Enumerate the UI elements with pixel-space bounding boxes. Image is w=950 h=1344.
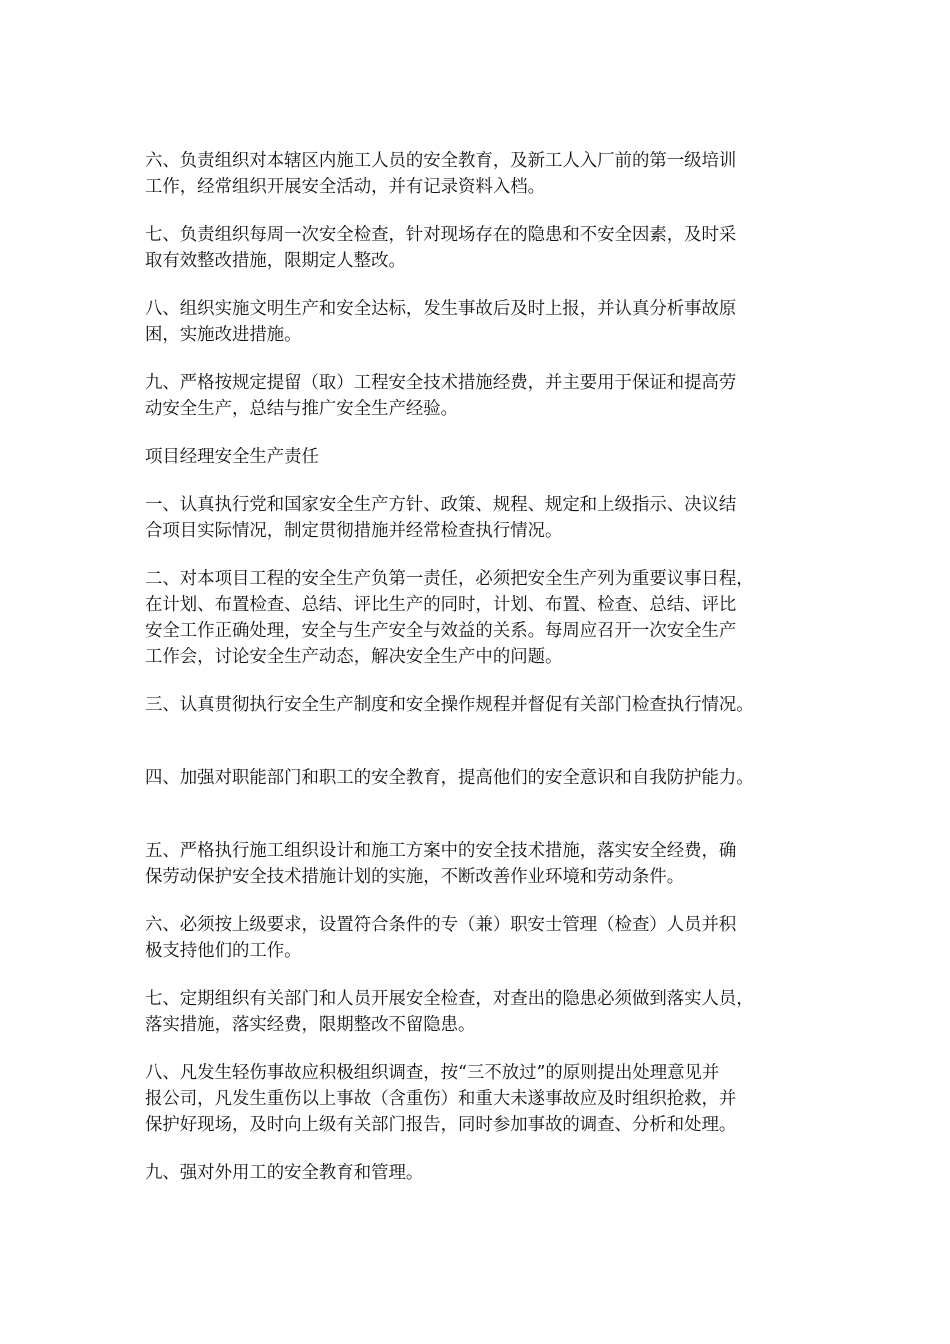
text-line: 三、认真贯彻执行安全生产制度和安全操作规程并督促有关部门检查执行情况。 — [145, 695, 754, 715]
paragraph-pm-3 — [145, 692, 815, 718]
paragraph-pm-2 — [145, 566, 815, 670]
text-line: 报公司，凡发生重伤以上事故（含重伤）和重大未遂事故应及时组织抢救，并 — [145, 1089, 737, 1109]
text-line: 安全工作正确处理，安全与生产安全与效益的关系。每周应召开一次安全生产 — [145, 621, 737, 641]
paragraph-pm-8 — [145, 1060, 815, 1138]
text-line: 一、认真执行党和国家安全生产方针、政策、规程、规定和上级指示、决议结 — [145, 495, 737, 515]
text-line: 动安全生产，总结与推广安全生产经验。 — [145, 399, 459, 419]
paragraph-item-8 — [145, 296, 815, 348]
text-line: 五、严格执行施工组织设计和施工方案中的安全技术措施，落实安全经费，确 — [145, 841, 737, 861]
text-line: 工作，经常组织开展安全活动，并有记录资料入档。 — [145, 177, 545, 197]
text-line: 八、凡发生轻伤事故应积极组织调查，按“三不放过”的原则提出处理意见并 — [145, 1063, 720, 1083]
text-line: 工作会，讨论安全生产动态，解决安全生产中的问题。 — [145, 647, 563, 667]
text-line: 八、组织实施文明生产和安全达标，发生事故后及时上报，并认真分析事故原 — [145, 299, 737, 319]
text-line: 保护好现场，及时向上级有关部门报告，同时参加事故的调查、分析和处理。 — [145, 1115, 737, 1135]
text-line: 九、强对外用工的安全教育和管理。 — [145, 1163, 424, 1183]
paragraph-pm-9 — [145, 1160, 815, 1186]
text-line: 七、负责组织每周一次安全检查，针对现场存在的隐患和不安全因素，及时采 — [145, 225, 737, 245]
paragraph-item-7 — [145, 222, 815, 274]
paragraph-item-6 — [145, 148, 815, 200]
paragraph-pm-6 — [145, 912, 815, 964]
paragraph-pm-7 — [145, 986, 815, 1038]
text-line: 落实措施，落实经费，限期整改不留隐患。 — [145, 1015, 476, 1035]
text-line: 四、加强对职能部门和职工的安全教育，提高他们的安全意识和自我防护能力。 — [145, 768, 754, 788]
text-line: 保劳动保护安全技术措施计划的实施，不断改善作业环境和劳动条件。 — [145, 867, 685, 887]
text-line: 七、定期组织有关部门和人员开展安全检查，对查出的隐患必须做到落实人员， — [145, 989, 754, 1009]
text-line: 九、严格按规定提留（取）工程安全技术措施经费，并主要用于保证和提高劳 — [145, 373, 737, 393]
document-body — [145, 148, 815, 1208]
text-line: 困，实施改进措施。 — [145, 325, 302, 345]
text-line: 六、负责组织对本辖区内施工人员的安全教育，及新工人入厂前的第一级培训 — [145, 151, 737, 171]
text-line: 二、对本项目工程的安全生产负第一责任，必须把安全生产列为重要议事日程， — [145, 569, 754, 589]
paragraph-pm-4 — [145, 765, 815, 791]
paragraph-pm-5 — [145, 838, 815, 890]
paragraph-pm-1 — [145, 492, 815, 544]
text-line: 六、必须按上级要求，设置符合条件的专（兼）职安士管理（检查）人员并积 — [145, 915, 737, 935]
section-heading: 项目经理安全生产责任 — [145, 447, 319, 467]
paragraph-item-9 — [145, 370, 815, 422]
text-line: 取有效整改措施，限期定人整改。 — [145, 251, 406, 271]
text-line: 在计划、布置检查、总结、评比生产的同时，计划、布置、检查、总结、评比 — [145, 595, 737, 615]
text-line: 合项目实际情况，制定贯彻措施并经常检查执行情况。 — [145, 521, 563, 541]
text-line: 极支持他们的工作。 — [145, 941, 302, 961]
